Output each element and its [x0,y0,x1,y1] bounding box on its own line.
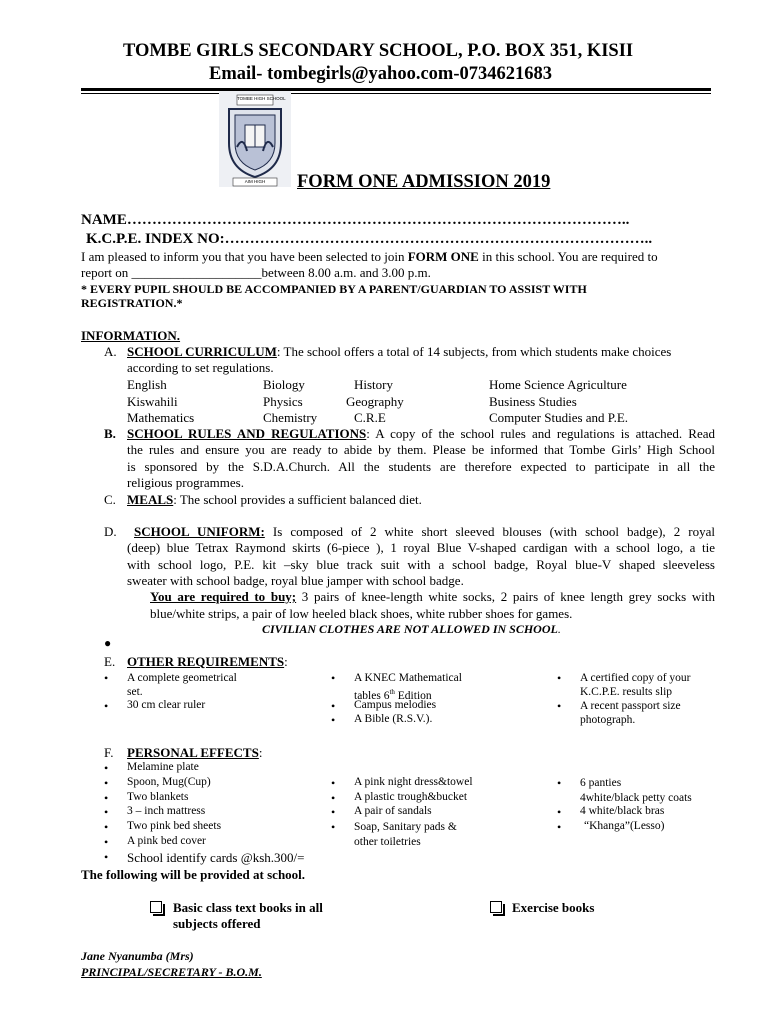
bullet-icon: • [331,699,336,713]
header-rule-thick [81,88,711,91]
header-rule-thin [81,93,711,94]
bullet-icon: • [331,820,336,834]
section-b-line-4: religious programmes. [127,475,244,490]
bullet-icon: • [557,699,562,713]
intro-line-1: I am pleased to inform you that you have been selected to join FORM ONE in this school. You are required to [81,249,658,264]
bullet-icon: • [104,835,109,849]
req-item-bible: A Bible (R.S.V.). [354,713,433,725]
section-c-letter: C. [104,492,116,507]
bullet-icon: • [104,776,109,790]
checkbox-icon [490,901,502,913]
bullet-icon: • [557,776,562,790]
effect-item: A pink night dress&towel [354,776,473,788]
index-field: K.C.P.E. INDEX NO:………………………………………………………………………….. [86,231,653,247]
effect-item: Soap, Sanitary pads & other toiletries [354,821,457,848]
req-item-campus-melodies: Campus melodies [354,699,437,711]
section-b-letter: B. [104,426,116,441]
effect-item: “Khanga”(Lesso) [584,820,665,832]
school-email-phone: Email- tombegirls@yahoo.com-0734621683 [209,64,552,84]
req-item-ruler: 30 cm clear ruler [127,699,206,711]
section-d-line-1: SCHOOL UNIFORM: Is composed of 2 white short sleeved blouses (with school badge), 2 royal [134,524,715,539]
section-d-line-3: with school logo, P.E. kit –sky blue track suit with a school badge, Royal blue-V shaped sleeveless [127,557,715,572]
subjects-col-2: Biology Physics Chemistry [263,377,318,425]
provided-heading: The following will be provided at school. [81,867,306,882]
buy-line-2: blue/white strips, a pair of low heeled black shoes, white rubber shoes for games. [150,606,573,621]
effect-item: Two pink bed sheets [127,820,222,832]
effect-item: A pair of sandals [354,805,432,817]
section-b-line-3: is sponsored by the S.D.A.Church. All the students are therefore expected to participate in all the [127,459,715,474]
signatory-title: PRINCIPAL/SECRETARY - B.O.M. [81,965,262,979]
subjects-col-4: Home Science Agriculture Business Studies Computer Studies and P.E. [489,377,629,425]
effect-item: A pink bed cover [127,835,206,847]
section-d-letter: D. [104,524,117,539]
civilian-clothes-notice: CIVILIAN CLOTHES ARE NOT ALLOWED IN SCHOOL. [262,622,561,636]
section-a-line-2: according to set regulations. [127,360,274,375]
bullet-icon: • [104,850,109,864]
bullet-icon: • [557,820,562,834]
req-item-passport-photo: A recent passport size photograph. [580,700,681,726]
bullet-icon: • [331,776,336,790]
logo-motto-text: AIM HIGH [244,179,266,184]
effect-item: 3 – inch mattress [127,805,206,817]
section-e-title: OTHER REQUIREMENTS: [127,654,288,669]
section-f-letter: F. [104,745,114,760]
section-b-line-2: the rules and ensure you are ready to abide by them. Please be informed that Tombe Girls’ High School [127,442,715,457]
bullet-icon: • [104,805,109,819]
effect-item: A plastic trough&bucket [354,791,468,803]
bullet-icon: • [331,805,336,819]
section-a-line-1: SCHOOL CURRICULUM: The school offers a total of 14 subjects, from which students make choices [127,344,672,359]
notice-line-2: REGISTRATION.* [81,296,183,310]
signatory-name: Jane Nyanumba (Mrs) [81,949,194,963]
effect-item: 4 white/black bras [580,805,665,817]
section-c-line: MEALS: The school provides a sufficient balanced diet. [127,492,422,507]
bullet-icon: • [331,791,336,805]
section-d-line-4: sweater with school badge, royal blue jamper with school badge. [127,573,464,588]
effect-item: Melamine plate [127,761,199,773]
name-field: NAME……………………………………………………………………………………….. [81,212,630,228]
intro-line-2: report on ____________________between 8.00 a.m. and 3.00 p.m. [81,265,431,280]
effect-item: Two blankets [127,791,189,803]
effect-item: Spoon, Mug(Cup) [127,776,211,788]
subjects-col-1: English Kiswahili Mathematics [127,377,195,425]
checkbox-icon [150,901,162,913]
effect-item: School identify cards @ksh.300/= [127,850,305,865]
bullet-icon: • [104,699,109,713]
information-heading: INFORMATION. [81,328,181,343]
bullet-icon: • [557,805,562,819]
school-logo [219,91,291,187]
effect-item: 6 panties 4white/black petty coats [580,777,692,804]
bullet-icon: • [104,671,109,685]
buy-line-1: You are required to buy; 3 pairs of knee-length white socks, 2 pairs of knee length grey socks with [150,589,716,604]
provided-item-textbooks: Basic class text books in all subjects offered [173,900,323,931]
bullet-icon: ● [104,636,112,650]
section-e-letter: E. [104,654,116,669]
req-item-knec-tables: A KNEC Mathematical tables 6th Edition [354,672,462,702]
bullet-icon: • [557,671,562,685]
section-b-line-1: SCHOOL RULES AND REGULATIONS: A copy of the school rules and regulations is attached. Read [127,426,715,441]
req-item-geometrical-set: A complete geometrical set. [127,672,237,698]
bullet-icon: • [331,671,336,685]
req-item-kcpe-slip: A certified copy of your K.C.P.E. results slip [580,672,691,698]
section-a-letter: A. [104,344,117,359]
section-d-line-2: (deep) blue Tetrax Raymond skirts (6-piece ), 1 royal Blue V-shaped cardigan with a school logo, a tie [127,540,715,555]
section-f-title: PERSONAL EFFECTS: [127,745,263,760]
page-title: FORM ONE ADMISSION 2019 [297,172,551,192]
provided-item-exercise-books: Exercise books [512,900,595,915]
logo-name-text: TOMBE HIGH SCHOOL [237,96,286,101]
subjects-col-3: History Geography C.R.E [346,377,404,425]
bullet-icon: • [104,761,109,775]
bullet-icon: • [331,713,336,727]
notice-line-1: * EVERY PUPIL SHOULD BE ACCOMPANIED BY A PARENT/GUARDIAN TO ASSIST WITH [81,282,587,296]
school-name-address: TOMBE GIRLS SECONDARY SCHOOL, P.O. BOX 351, KISII [123,41,634,61]
bullet-icon: • [104,791,109,805]
bullet-icon: • [104,820,109,834]
